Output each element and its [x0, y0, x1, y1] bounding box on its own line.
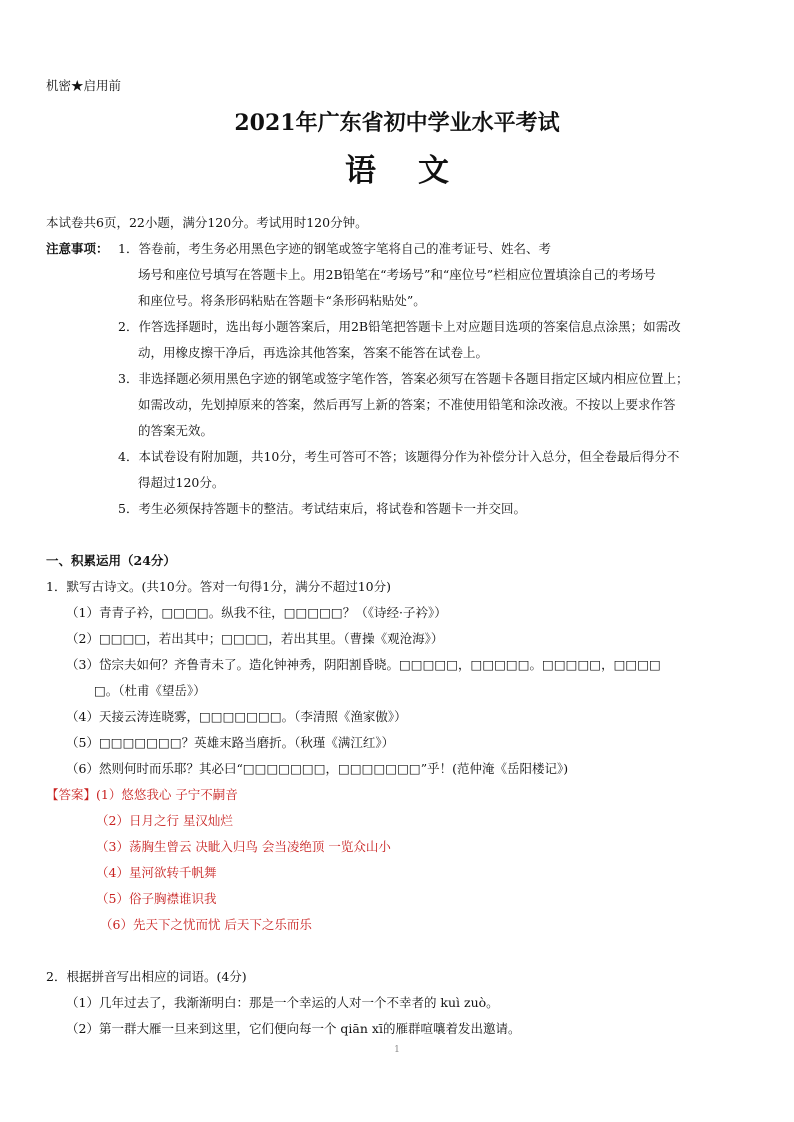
note-5: 5．考生必须保持答题卡的整洁。考试结束后，将试卷和答题卡一并交回。: [118, 501, 526, 516]
note-2-line-1: 2．作答选择题时，选出每小题答案后，用2B铅笔把答题卡上对应题目选项的答案信息点涂黑；如需改: [118, 319, 681, 334]
q1-item-2: （2）□□□□，若出其中；□□□□，若出其里。（曹操《观沧海》）: [66, 631, 444, 646]
page-number: 1: [394, 1045, 400, 1055]
secret-label: 机密★启用前: [46, 78, 122, 93]
note-1-line-1: 1．答卷前，考生务必用黑色字迹的钢笔或签字笔将自己的准考证号、姓名、考: [118, 241, 551, 256]
q2-item-2: （2）第一群大雁一旦来到这里，它们便向每一个 qiān xī的雁群喧嚷着发出邀请。: [66, 1021, 521, 1036]
answer-5: （5）俗子胸襟谁识我: [96, 891, 217, 906]
q1-item-3-cont: □。（杜甫《望岳》）: [94, 683, 206, 698]
notes-label: 注意事项：: [46, 241, 109, 256]
q2-item-1: （1）几年过去了，我渐渐明白：那是一个幸运的人对一个不幸者的 kuì zuò。: [66, 995, 499, 1010]
subject-title: 语文: [345, 153, 491, 189]
answer-label: 【答案】: [46, 787, 97, 802]
q1-item-3: （3）岱宗夫如何？齐鲁青未了。造化钟神秀，阴阳割昏晓。□□□□□，□□□□□。□□□□□，□□□□: [66, 657, 661, 672]
note-3-line-3: 的答案无效。: [138, 423, 214, 438]
answer-2: （2）日月之行 星汉灿烂: [96, 813, 233, 828]
q1-item-6: （6）然则何时而乐耶？其必曰“□□□□□□□，□□□□□□□”乎！(范仲淹《岳阳楼记》): [66, 761, 569, 776]
q2-stem: 2．根据拼音写出相应的词语。(4分): [46, 969, 247, 984]
q1-item-1: （1）青青子衿，□□□□。纵我不往，□□□□□？（《诗经·子衿》）: [66, 605, 447, 620]
note-3-line-1: 3．非选择题必须用黑色字迹的钢笔或签字笔作答，答案必须写在答题卡各题目指定区域内相应位置上；: [118, 371, 689, 386]
section-1-heading: 一、积累运用（24分）: [46, 553, 176, 568]
exam-title: 2021年广东省初中学业水平考试: [234, 110, 560, 136]
q1-stem: 1．默写古诗文。(共10分。答对一句得1分，满分不超过10分): [46, 579, 391, 594]
answer-3: （3）荡胸生曾云 决眦入归鸟 会当凌绝顶 一览众山小: [96, 839, 391, 854]
intro-text: 本试卷共6页，22小题，满分120分。考试用时120分钟。: [46, 215, 368, 230]
answer-1: (1）悠悠我心 子宁不嗣音: [96, 787, 238, 802]
q1-item-4: （4）天接云涛连晓雾，□□□□□□□。（李清照《渔家傲》）: [66, 709, 407, 724]
q1-item-5: （5）□□□□□□□？英雄末路当磨折。（秋瑾《满江红》）: [66, 735, 395, 750]
answer-4: （4）星河欲转千帆舞: [96, 865, 217, 880]
note-1-line-2: 场号和座位号填写在答题卡上。用2B铅笔在“考场号”和“座位号”栏相应位置填涂自己的考场号: [138, 267, 656, 282]
note-3-line-2: 如需改动，先划掉原来的答案，然后再写上新的答案；不准使用铅笔和涂改液。不按以上要求作答: [138, 397, 676, 412]
answer-6: （6）先天下之忧而忧 后天下之乐而乐: [100, 917, 312, 932]
note-1-line-3: 和座位号。将条形码粘贴在答题卡“条形码粘贴处”。: [138, 293, 426, 308]
note-2-line-2: 动，用橡皮擦干净后，再选涂其他答案，答案不能答在试卷上。: [138, 345, 489, 360]
note-4-line-2: 得超过120分。: [138, 475, 225, 490]
note-4-line-1: 4．本试卷设有附加题，共10分，考生可答可不答；该题得分作为补偿分计入总分，但全卷最后得分不: [118, 449, 680, 464]
